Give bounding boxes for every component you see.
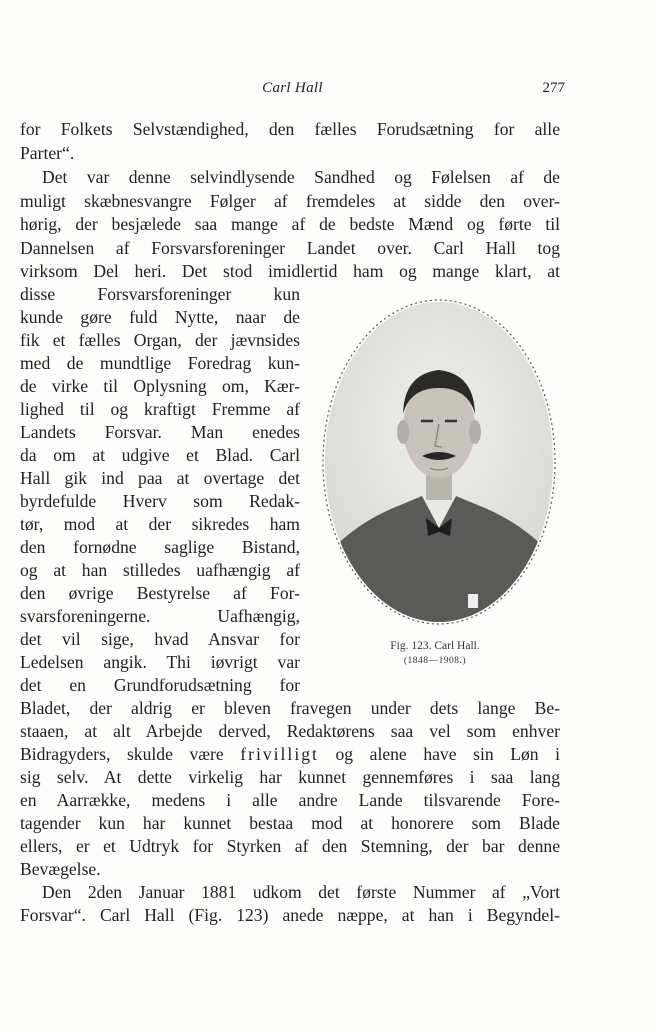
text-line: det vil sige, hvad Ansvar for xyxy=(20,629,300,649)
figure-dates: (1848—1908.) xyxy=(403,656,467,666)
text-line: lighed til og kraftigt Fremme af xyxy=(20,399,300,419)
figure-caption: Fig. 123. Carl Hall. xyxy=(390,640,480,652)
text-line: fik et fælles Organ, der jævnsides xyxy=(20,330,300,350)
page-number: 277 xyxy=(542,80,565,96)
text-line: tagender kun har kunnet bestaa mod at honorere som Blade xyxy=(20,813,560,833)
running-head xyxy=(20,80,565,100)
text-line: muligt skæbnesvangre Følger af fremdeles at sidde den over- xyxy=(20,191,560,211)
text-line: de virke til Oplysning om, Kær- xyxy=(20,376,300,396)
text-line: den øvrige Bestyrelse af For- xyxy=(20,583,300,603)
text-line: Den 2den Januar 1881 udkom det første Nummer af „Vort xyxy=(42,882,560,902)
text-line: sig selv. At dette virkelig har kunnet gennemføres i saa lang xyxy=(20,767,560,787)
text-line: disse Forsvarsforeninger kun xyxy=(20,284,300,304)
text-line: kunde gøre fuld Nytte, naar de xyxy=(20,307,300,327)
text-line: hørig, der besjælede saa mange af de bedste Mænd og førte til xyxy=(20,214,560,234)
text-line: for Folkets Selvstændighed, den fælles Forudsætning for alle xyxy=(20,119,560,139)
text-line: da om at udgive et Blad. Carl xyxy=(20,445,300,465)
text-line: en Aarrække, medens i alle andre Lande tilsvarende Fore- xyxy=(20,790,560,810)
text-line: staaen, at alt Arbejde derved, Redaktørens saa vel som enhver xyxy=(20,721,560,741)
text-line: Dannelsen af Forsvarsforeninger Landet over. Carl Hall tog xyxy=(20,238,560,258)
text-line: og at han stilledes uafhængig af xyxy=(20,560,300,580)
text-line: Parter“. xyxy=(20,143,75,163)
text-line: Bladet, der aldrig er bleven fravegen under dets lange Be- xyxy=(20,698,560,718)
text-line: Hall gik ind paa at overtage det xyxy=(20,468,300,488)
text-line: byrdefulde Hverv som Redak- xyxy=(20,491,300,511)
spaced-word: frivilligt xyxy=(240,744,319,764)
text-line: tør, mod at der sikredes ham xyxy=(20,514,300,534)
text-line: virksom Del heri. Det stod imidlertid ham og mange klart, at xyxy=(20,261,560,281)
portrait-photo xyxy=(318,296,560,628)
text-line: Forsvar“. Carl Hall (Fig. 123) anede næppe, at han i Begyndel- xyxy=(20,905,560,925)
text-line: svarsforeningerne. Uafhængig, xyxy=(20,606,300,626)
text-line-spaced xyxy=(20,742,560,766)
text-line: med de mundtlige Foredrag kun- xyxy=(20,353,300,373)
text-line: Ledelsen angik. Thi iøvrigt var xyxy=(20,652,300,672)
running-title: Carl Hall xyxy=(262,80,323,96)
text-line: Det var denne selvindlysende Sandhed og Følelsen af de xyxy=(42,167,560,187)
text-line: den fornødne saglige Bistand, xyxy=(20,537,300,557)
text-line: Bevægelse. xyxy=(20,859,101,879)
text-line: Landets Forsvar. Man enedes xyxy=(20,422,300,442)
text-segment: og alene have sin Løn i xyxy=(335,744,560,764)
text-line: ellers, er et Udtryk for Styrken af den Stemning, der bar denne xyxy=(20,836,560,856)
text-segment: Bidragyders, skulde være xyxy=(20,744,224,764)
text-line: det en Grundforudsætning for xyxy=(20,675,300,695)
